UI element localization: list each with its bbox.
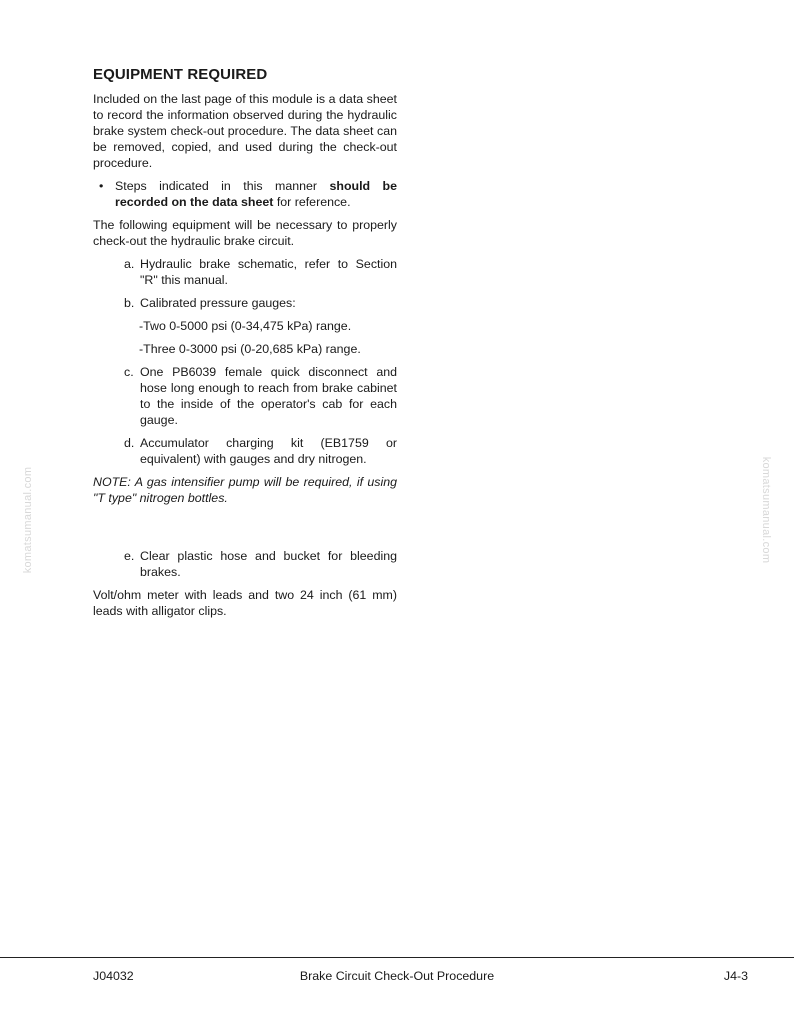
section-heading: EQUIPMENT REQUIRED (93, 66, 268, 83)
list-item-label: e. (124, 549, 135, 563)
list-item-label: b. (124, 296, 135, 310)
list-item (124, 256, 397, 288)
gauge-line: -Three 0-3000 psi (0-20,685 kPa) range. (139, 342, 361, 356)
bullet-dot-icon: • (99, 179, 104, 193)
footer-page-number: J4-3 (723, 969, 748, 983)
bullet-text (115, 178, 397, 210)
list-item-text: Accumulator charging kit (EB1759 or equivalent) with gauges and dry nitrogen. (140, 436, 397, 466)
bullet-text-before: Steps indicated in this manner (115, 179, 330, 193)
list-item-text: Clear plastic hose and bucket for bleeding brakes. (140, 549, 397, 579)
list-item-label: c. (124, 365, 134, 379)
list-item-text: Hydraulic brake schematic, refer to Section "R" this manual. (140, 257, 397, 287)
list-item (124, 295, 397, 311)
content-column (93, 66, 397, 626)
footer-title: Brake Circuit Check-Out Procedure (299, 969, 495, 983)
list-item-text: One PB6039 female quick disconnect and hose long enough to reach from brake cabinet to the inside of the operator's cab for each gauge. (140, 365, 397, 427)
note-paragraph: NOTE: A gas intensifier pump will be required, if using "T type" nitrogen bottles. (93, 475, 397, 505)
equipment-list (93, 256, 397, 467)
list-item (124, 364, 397, 428)
bullet-text-after: for reference. (273, 195, 351, 209)
bullet-text-bold: should be recorded on the data sheet (115, 179, 398, 209)
spacer (93, 513, 397, 548)
bullet-note (99, 178, 397, 210)
list-item (124, 435, 397, 467)
list-item (124, 548, 397, 580)
footer-doc-number: J04032 (93, 969, 134, 983)
watermark-left: komatsumanual.com (22, 466, 34, 574)
lead-in-paragraph: The following equipment will be necessary to properly check-out the hydraulic brake circuit. (93, 218, 397, 248)
watermark-right: komatsumanual.com (760, 456, 772, 564)
footer-rule (0, 957, 794, 958)
gauge-line: -Two 0-5000 psi (0-34,475 kPa) range. (139, 319, 352, 333)
closing-paragraph: Volt/ohm meter with leads and two 24 inch (61 mm) leads with alligator clips. (93, 588, 397, 618)
list-item-text: Calibrated pressure gauges: (140, 296, 296, 310)
list-item-label: d. (124, 436, 135, 450)
list-item-label: a. (124, 257, 135, 271)
intro-paragraph: Included on the last page of this module is a data sheet to record the information observed during the hydraulic brake system check-out procedure. The data sheet can be removed, copied, and used during the check-out procedure. (93, 92, 397, 170)
